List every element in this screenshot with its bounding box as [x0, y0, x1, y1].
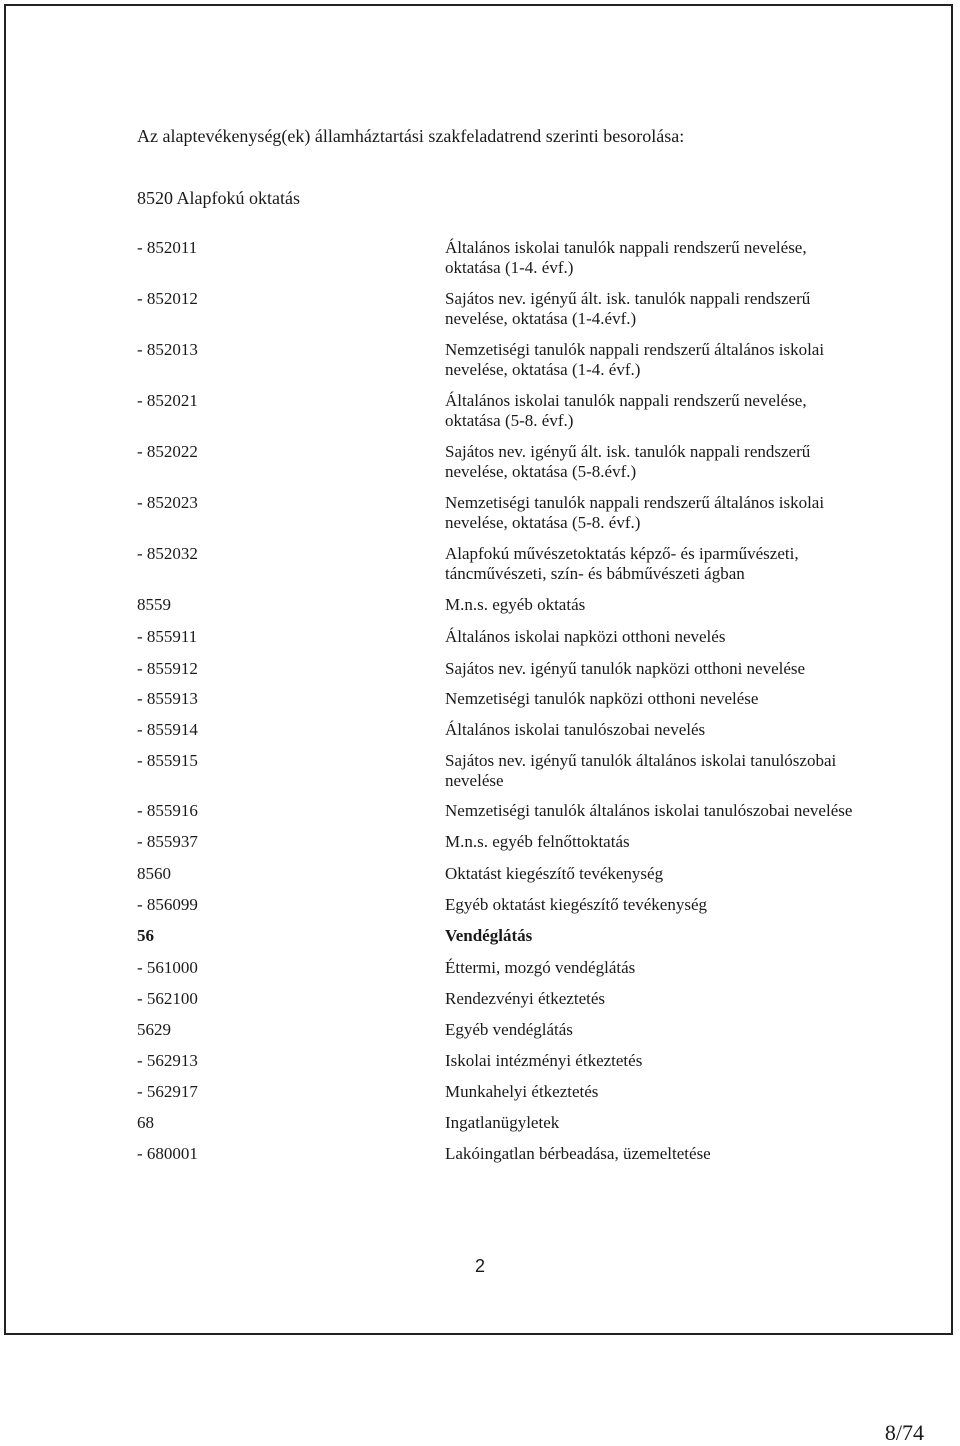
activity-row — [137, 238, 857, 278]
activity-code: - 855937 — [137, 832, 198, 851]
activity-code: - 562917 — [137, 1082, 198, 1101]
activity-code: - 852013 — [137, 340, 198, 359]
activity-code: - 852012 — [137, 289, 198, 308]
activity-description: Nemzetiségi tanulók napközi otthoni nevelése — [445, 689, 759, 708]
activity-description: Egyéb oktatást kiegészítő tevékenység — [445, 895, 707, 914]
activity-description: Vendéglátás — [445, 926, 533, 945]
activity-description: Általános iskolai napközi otthoni nevelés — [445, 627, 726, 646]
activity-code-list — [137, 238, 857, 1164]
activity-code: - 852021 — [137, 391, 198, 410]
activity-row — [137, 1082, 857, 1102]
activity-row — [137, 958, 857, 978]
activity-code: - 855912 — [137, 659, 198, 678]
activity-code: 8559 — [137, 595, 171, 614]
activity-row — [137, 895, 857, 915]
document-heading: Az alaptevékenység(ek) államháztartási szakfeladatrend szerinti besorolása: — [137, 126, 685, 146]
activity-row — [137, 493, 857, 533]
activity-row — [137, 720, 857, 740]
activity-row — [137, 627, 857, 647]
activity-code: 56 — [137, 926, 154, 945]
activity-row — [137, 1051, 857, 1071]
section-heading: 8520 Alapfokú oktatás — [137, 188, 300, 208]
activity-code: - 562913 — [137, 1051, 198, 1070]
activity-description: Alapfokú művészetoktatás képző- és iparművészeti, táncművészeti, szín- és bábművészeti ágban — [445, 544, 799, 583]
activity-description: Munkahelyi étkeztetés — [445, 1082, 599, 1101]
activity-code: - 561000 — [137, 958, 198, 977]
activity-description: Éttermi, mozgó vendéglátás — [445, 958, 636, 977]
activity-code: - 855914 — [137, 720, 198, 739]
activity-description: Nemzetiségi tanulók általános iskolai tanulószobai nevelése — [445, 801, 853, 820]
activity-description: Nemzetiségi tanulók nappali rendszerű általános iskolai nevelése, oktatása (5-8. évf.) — [445, 493, 825, 532]
activity-row — [137, 989, 857, 1009]
activity-description: Nemzetiségi tanulók nappali rendszerű általános iskolai nevelése, oktatása (1-4. évf.) — [445, 340, 825, 379]
activity-description: Iskolai intézményi étkeztetés — [445, 1051, 643, 1070]
activity-description: Sajátos nev. igényű ált. isk. tanulók nappali rendszerű nevelése, oktatása (5-8.évf.) — [445, 442, 811, 481]
activity-description: Ingatlanügyletek — [445, 1113, 560, 1132]
activity-row — [137, 926, 857, 946]
activity-row — [137, 289, 857, 329]
activity-description: M.n.s. egyéb felnőttoktatás — [445, 832, 630, 851]
activity-code: - 855916 — [137, 801, 198, 820]
activity-row — [137, 832, 857, 852]
activity-row — [137, 1113, 857, 1133]
activity-code: - 852011 — [137, 238, 198, 257]
activity-description: Sajátos nev. igényű ált. isk. tanulók nappali rendszerű nevelése, oktatása (1-4.évf.) — [445, 289, 811, 328]
activity-code: 68 — [137, 1113, 154, 1132]
activity-description: Egyéb vendéglátás — [445, 1020, 573, 1039]
activity-description: Oktatást kiegészítő tevékenység — [445, 864, 664, 883]
activity-row — [137, 864, 857, 884]
activity-description: M.n.s. egyéb oktatás — [445, 595, 586, 614]
activity-code: - 852023 — [137, 493, 198, 512]
activity-description: Sajátos nev. igényű tanulók általános iskolai tanulószobai nevelése — [445, 751, 837, 790]
activity-description: Általános iskolai tanulószobai nevelés — [445, 720, 706, 739]
page-number: 2 — [474, 1256, 485, 1276]
activity-code: - 680001 — [137, 1144, 198, 1163]
activity-row — [137, 1144, 857, 1164]
activity-row — [137, 689, 857, 709]
activity-row — [137, 751, 857, 791]
activity-code: - 855913 — [137, 689, 198, 708]
activity-code: - 855911 — [137, 627, 198, 646]
activity-row — [137, 442, 857, 482]
activity-code: 5629 — [137, 1020, 171, 1039]
activity-row — [137, 391, 857, 431]
activity-description: Rendezvényi étkeztetés — [445, 989, 606, 1008]
activity-row — [137, 595, 857, 615]
activity-row — [137, 1020, 857, 1040]
sheet-number: 8/74 — [884, 1420, 924, 1445]
activity-code: - 562100 — [137, 989, 198, 1008]
activity-code: - 852022 — [137, 442, 198, 461]
activity-row — [137, 659, 857, 679]
activity-code: - 856099 — [137, 895, 198, 914]
activity-row — [137, 340, 857, 380]
activity-description: Lakóingatlan bérbeadása, üzemeltetése — [445, 1144, 711, 1163]
activity-description: Általános iskolai tanulók nappali rendszerű nevelése, oktatása (5-8. évf.) — [445, 391, 807, 430]
activity-description: Sajátos nev. igényű tanulók napközi otthoni nevelése — [445, 659, 806, 678]
activity-description: Általános iskolai tanulók nappali rendszerű nevelése, oktatása (1-4. évf.) — [445, 238, 807, 277]
activity-row — [137, 801, 857, 821]
activity-row — [137, 544, 857, 584]
activity-code: - 852032 — [137, 544, 198, 563]
activity-code: - 855915 — [137, 751, 198, 770]
activity-code: 8560 — [137, 864, 171, 883]
